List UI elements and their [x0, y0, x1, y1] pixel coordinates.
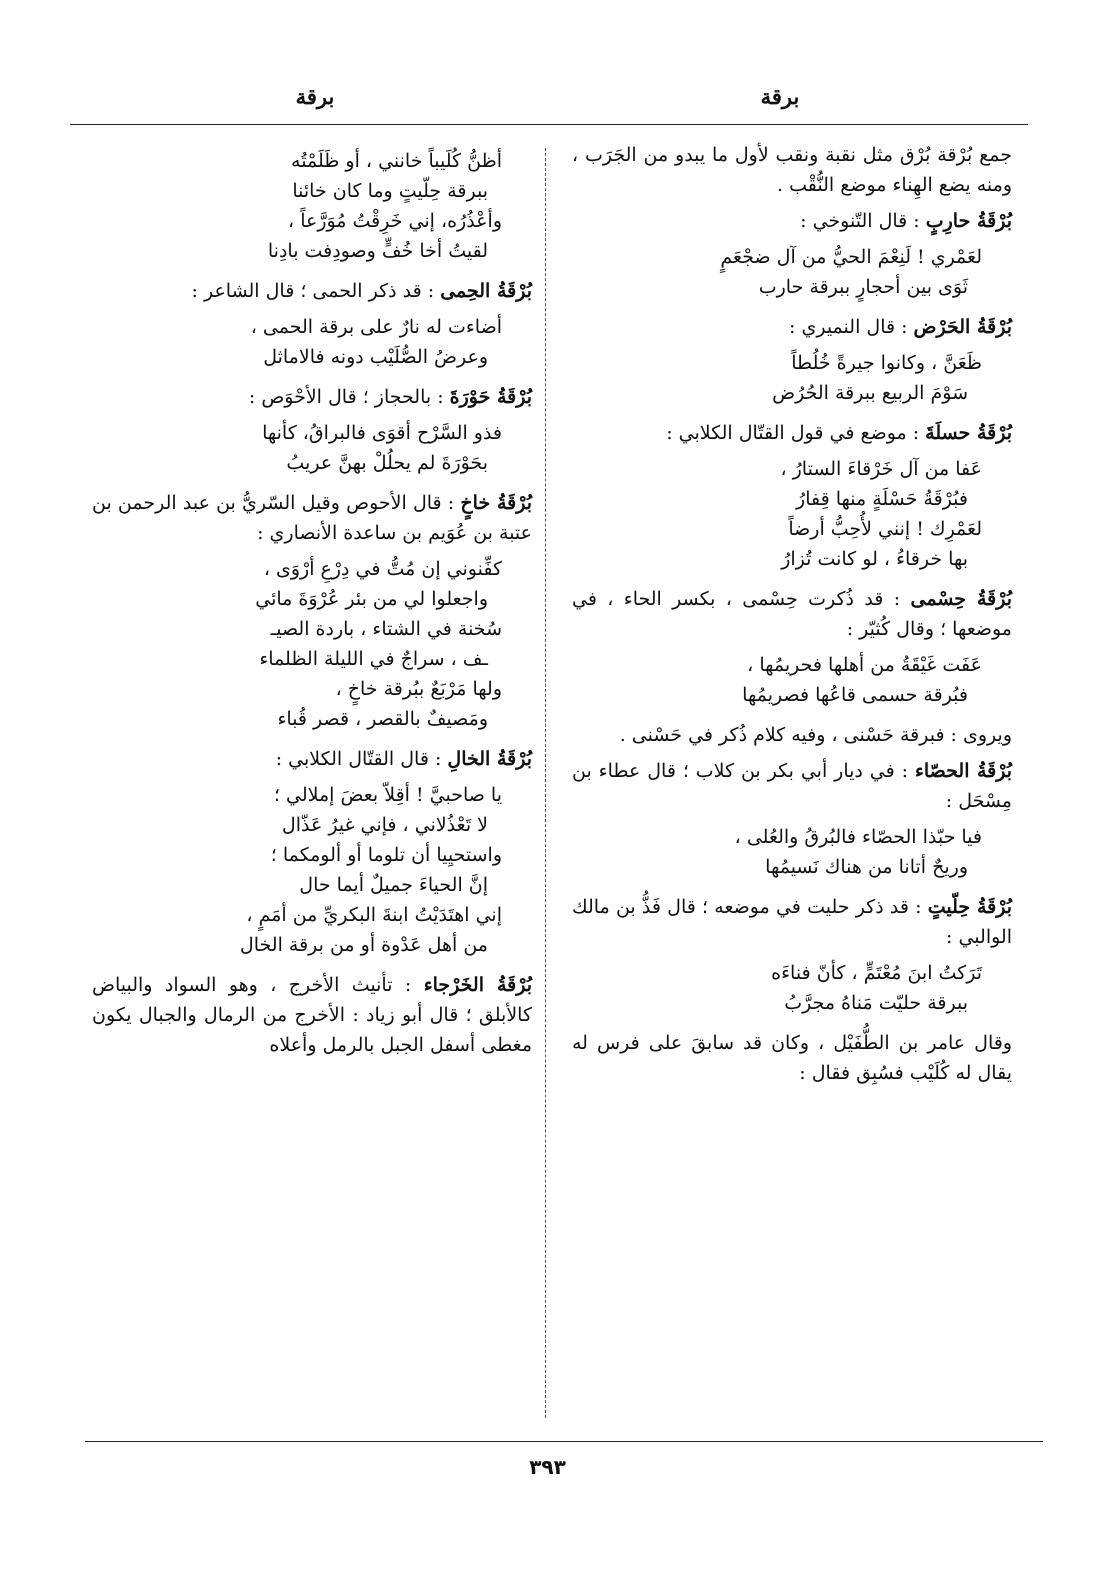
verse-line: أضاءت له نارٌ على برقة الحمى ،: [250, 316, 502, 338]
entry-text: : موضع في قول القتّال الكلابي :: [666, 422, 926, 444]
headword: بُرْقَةُ حسلَةَ: [925, 422, 1012, 444]
verse-line: واجعلوا لي من بئر عُرْوَةَ مائي: [255, 588, 488, 610]
entry: [92, 970, 532, 1060]
headword: بُرْقَةُ الحصّاء: [914, 760, 1013, 782]
verse-line: واستحيِيا أن تلوما أو ألومكما ؛: [270, 844, 502, 866]
verse-line: ـف ، سراجٌ في الليلة الظلماء: [259, 648, 488, 670]
verse-line: ببرقة حليّت مَناهُ مجرَّبُ: [784, 992, 968, 1014]
entry: [92, 744, 532, 774]
verse-line: فبُرقة حسمى قاعُها فصريمُها: [742, 684, 968, 706]
paragraph: ويروى : فبرقة حَسْنى ، وفيه كلام ذُكر في حَسْنى .: [619, 724, 1012, 746]
entry: [572, 892, 1012, 952]
headword: بُرْقَةُ الخَرْجاء: [423, 974, 532, 996]
paragraph: وقال عامر بن الطُّفَيْل ، وكان قد سابقَ على فرس له يقال له كُلَيْب فسُبِق فقال :: [572, 1032, 1012, 1084]
verse-line: أظنُّ كُلَيباً خانني ، أو ظَلَمْتُه: [291, 150, 502, 172]
entry-text: : تأنيث الأخرج ، وهو السواد والبياض كالأبلق ؛ قال أبو زياد : الأخرج من الرمال والجبال يكون مغطى أسفل الجبل بالرمل وأعلاه: [92, 974, 532, 1056]
headword: بُرْقَةُ خاخٍ: [460, 492, 532, 514]
entry: [572, 584, 1012, 644]
verse: [572, 242, 1012, 302]
verse-line: سَوْمَ الربيع ببرقة الحُرُض: [772, 382, 968, 404]
verse-line: ومَصيفٌ بالقصر ، قصر قُباء: [277, 708, 488, 730]
verse-line: عَفا من آل خَرْقاءَ الستارُ ،: [780, 458, 982, 480]
headword: بُرْقَةُ الخالِ: [447, 748, 532, 770]
headword: بُرْقَةُ الحِمى: [440, 280, 532, 302]
entry-text: : قال التّنوخي :: [800, 210, 926, 232]
entry: [572, 418, 1012, 448]
verse-line: ثَوَى بين أحجارٍ ببرقة حارب: [758, 276, 968, 298]
verse-line: فذو السَّرْح أقوَى فالبراقُ، كأنها: [262, 422, 502, 444]
headword: بُرْقَةُ حارِبٍ: [925, 210, 1012, 232]
verse-line: عَفَت غَيْقَةُ من أهلها فحريمُها ،: [747, 654, 982, 676]
entry-text: : قال النميري :: [789, 316, 914, 338]
headword: بُرْقَةُ حَوْرَةَ: [449, 386, 532, 408]
verse: [572, 650, 1012, 710]
entry-text: : قال الأحوص وقيل السّريُّ بن عبد الرحمن بن عتبة بن عُوَيم بن ساعدة الأنصاري :: [92, 492, 532, 544]
verse: [92, 418, 532, 478]
entry-text: : قد ذكر حليت في موضعه ؛ قال فَذُّ بن مالك الوالبي :: [572, 896, 1012, 948]
verse-line: تَرَكتُ ابنَ مُعْتَمٍّ ، كأنّ فناءَه: [771, 962, 982, 984]
verse-line: من أهل عَدْوة أو من برقة الخال: [239, 934, 488, 956]
entry-text: : قال القتّال الكلابي :: [275, 748, 448, 770]
verse-line: فيا حبّذا الحصّاء فالبُرقُ والعُلى ،: [734, 826, 982, 848]
paragraph: جمع بُرْقة بُرْق مثل نقبة ونقب لأول ما يبدو من الجَرَب ، ومنه يضع الهِناء موضع النُّقْب .: [572, 144, 1012, 196]
verse-line: لعَمْري ! لَنِعْمَ الحيُّ من آل ضجْعَمٍ: [720, 246, 982, 268]
verse-line: سُخنة في الشتاء ، باردة الصيـ: [270, 618, 502, 640]
entry-text: : بالحجاز ؛ قال الأحْوَص :: [248, 386, 450, 408]
verse-line: ببرقة حِلّيتٍ وما كان خائنا: [292, 180, 488, 202]
running-head-right: برقة: [760, 84, 800, 109]
verse-line: وريحٌ أتانا من هناك نَسيمُها: [765, 856, 968, 878]
verse-line: فبُرْقَةُ حَسْلَةٍ منها قِفارُ: [796, 488, 968, 510]
entry: [572, 206, 1012, 236]
verse-line: ظَعَنَّ ، وكانوا جيرةً خُلُطاً: [791, 352, 982, 374]
right-column: [572, 140, 1012, 1094]
headword: بُرْقَةُ حِلّيتٍ: [927, 896, 1012, 918]
headword: بُرْقَةُ الحَرْض: [913, 316, 1012, 338]
verse-line: وعرضُ الصُّلَيْب دونه فالاماثل: [263, 346, 488, 368]
entry: [92, 382, 532, 412]
verse-line: بها خرقاءُ ، لو كانت تُزارُ: [781, 548, 968, 570]
verse-line: لا تَعْذُلاني ، فإني غيرُ عَذّال: [281, 814, 488, 836]
verse-line: ولها مَرْبَعٌ ببُرقة خاخٍ ،: [335, 678, 502, 700]
entry-text: : في ديار أبي بكر بن كلاب ؛ قال عطاء بن مِسْحَل :: [572, 760, 1012, 812]
column-divider: [545, 148, 546, 1418]
entry-text: : قد ذكر الحمى ؛ قال الشاعر :: [191, 280, 441, 302]
left-column: [92, 140, 532, 1066]
page-number: ٣٩٣: [529, 1455, 566, 1479]
bottom-rule: [85, 1441, 1043, 1442]
entry: [572, 756, 1012, 816]
running-head-left: برقة: [295, 84, 335, 109]
verse-line: وأعْذُرُه، إني خَرِقْتُ مُوَرَّعاً ،: [288, 210, 502, 232]
verse: [92, 146, 532, 266]
entry: [92, 276, 532, 306]
entry: [572, 312, 1012, 342]
verse: [572, 454, 1012, 574]
top-rule: [70, 124, 1028, 125]
verse-line: إنَّ الحياءَ جميلٌ أيما حال: [299, 874, 488, 896]
verse-line: إني اهتَدَيْتُ ابنةَ البكريِّ من أمَمٍ ،: [246, 904, 502, 926]
verse-line: بحَوْرَةَ لم يحلُلْ بهنَّ عريبُ: [286, 452, 488, 474]
verse: [92, 780, 532, 960]
entry-text: : قد ذُكرت حِسْمى ، بكسر الحاء ، في موضعها ؛ وقال كُثيّر :: [572, 588, 1012, 640]
verse: [572, 822, 1012, 882]
verse-line: كفِّنوني إن مُتُّ في دِرْعِ أرْوَى ،: [263, 558, 502, 580]
verse: [92, 554, 532, 734]
verse: [572, 348, 1012, 408]
verse: [572, 958, 1012, 1018]
headword: بُرْقَةُ حِسْمى: [910, 588, 1012, 610]
verse-line: يا صاحبيَّ ! أقِلاّ بعضَ إملالي ؛: [273, 784, 502, 806]
entry: [92, 488, 532, 548]
verse-line: لعَمْرِك ! إنني لأُحِبُّ أرضاً: [788, 518, 982, 540]
verse-line: لقيتُ أخا خُفٍّ وصودِفت بادِنا: [267, 240, 488, 262]
verse: [92, 312, 532, 372]
